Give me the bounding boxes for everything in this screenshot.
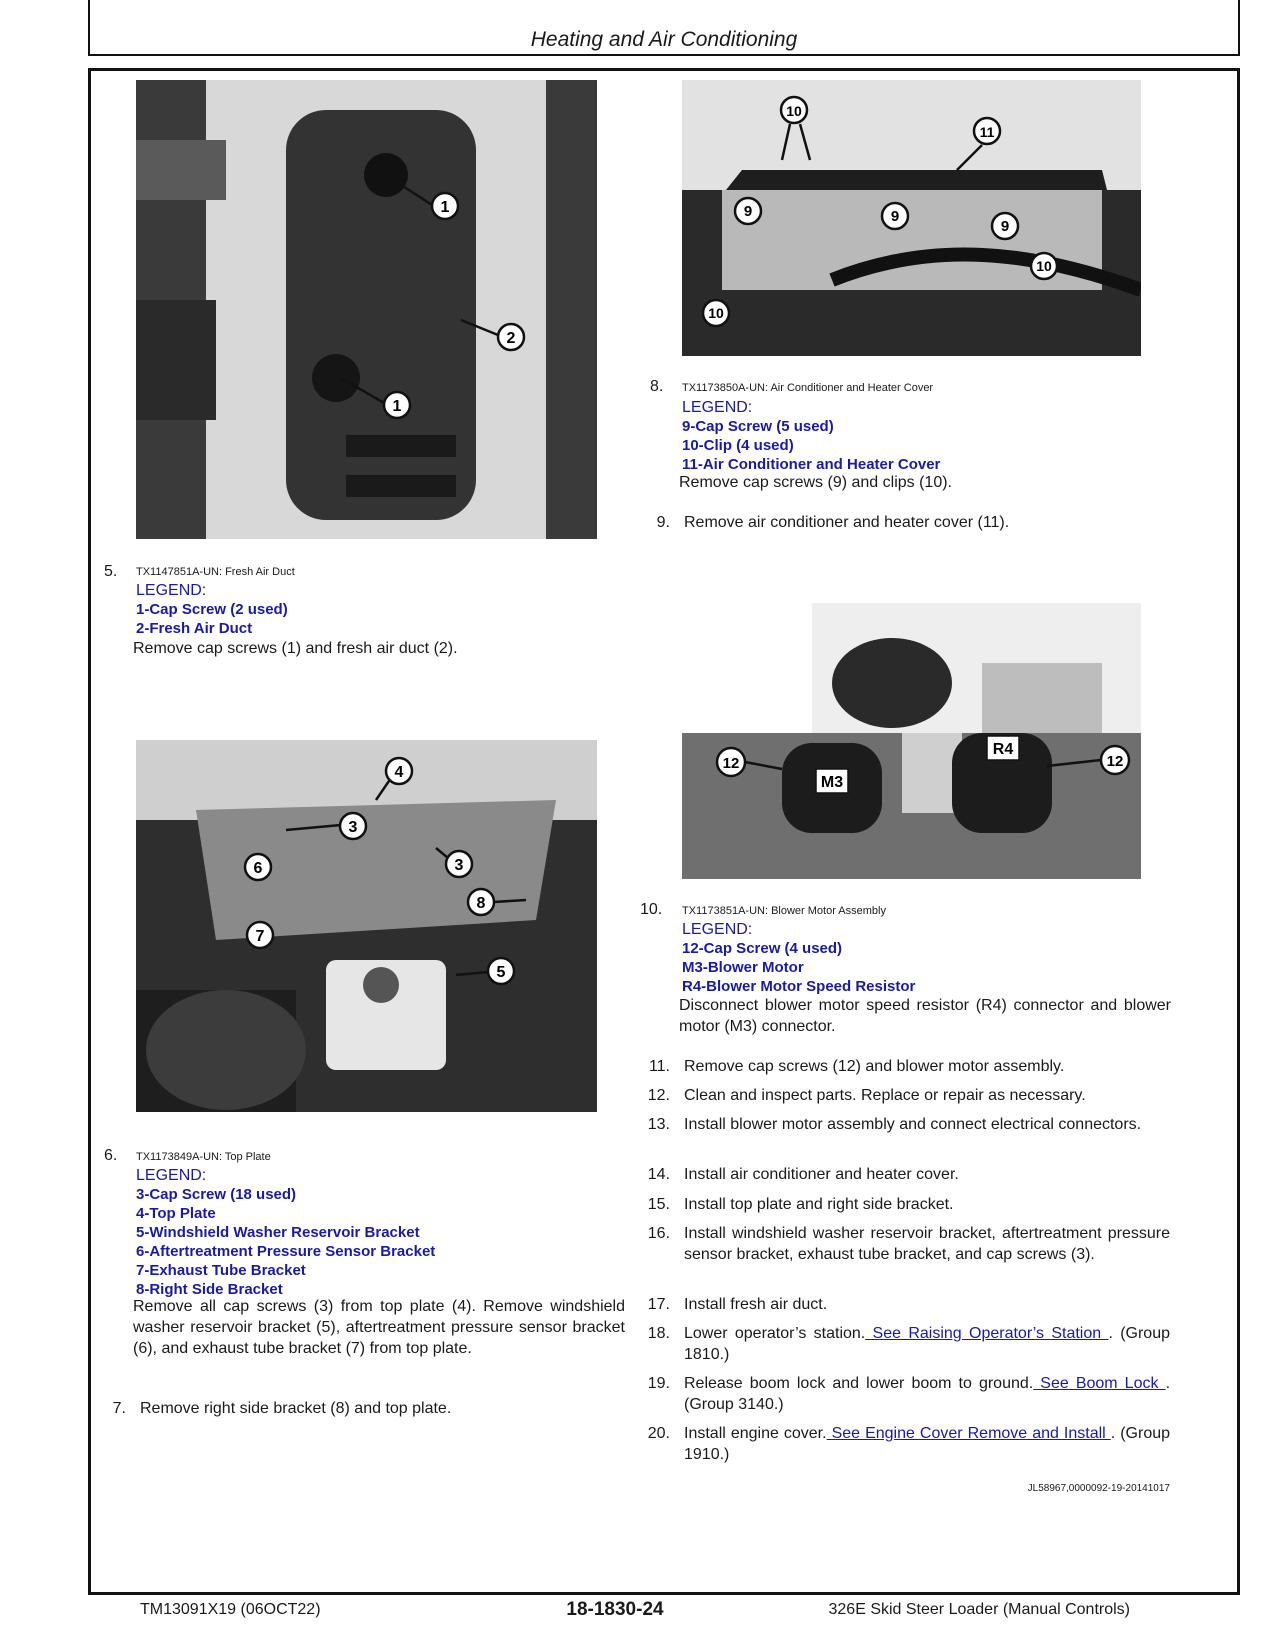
blower-motor-photo [682, 603, 1141, 879]
callout-r4: R4 [992, 741, 1014, 758]
step-text-post: . (Group 3140.) [684, 1375, 1171, 1413]
figure-10-caption: TX1173851A-UN: Blower Motor Assembly [682, 905, 886, 917]
step-18 [640, 1323, 1170, 1367]
callout-12b: 12 [1106, 753, 1124, 770]
figure-6-instruction: Remove all cap screws (3) from top plate (4). Remove windshield washer reservoir bracket (5), aftertreatment pressure sensor bracket (6), and exhaust tube bracket (7) from top plate. [133, 1298, 625, 1357]
legend-item: 12-Cap Screw (4 used) [682, 940, 843, 957]
step-13 [640, 1114, 1170, 1158]
step-9 [640, 512, 1170, 534]
see-raising-operators-station-link[interactable]: See Raising Operator’s Station [865, 1325, 1109, 1342]
callout-5: 5 [496, 964, 506, 981]
callout-9a: 9 [743, 203, 753, 220]
legend-item: 2-Fresh Air Duct [136, 620, 253, 637]
step-number: 17. [647, 1296, 670, 1313]
figure-10-legend [682, 920, 1162, 996]
figure-8-number: 8. [650, 378, 664, 395]
legend-item: 10-Clip (4 used) [682, 437, 794, 454]
figure-6-caption: TX1173849A-UN: Top Plate [136, 1151, 271, 1163]
legend-item: 5-Windshield Washer Reservoir Bracket [136, 1224, 420, 1241]
figure-8-caption: TX1173850A-UN: Air Conditioner and Heater Cover [682, 382, 934, 394]
legend-title: LEGEND: [136, 582, 207, 599]
step-number: 11. [648, 1058, 670, 1075]
step-12 [640, 1085, 1170, 1107]
see-engine-cover-remove-and-install-link[interactable]: See Engine Cover Remove and Install [826, 1425, 1111, 1442]
document-reference: JL58967,0000092-19-20141017 [1027, 1483, 1170, 1494]
footer-page-number: 18-1830-24 [566, 1599, 664, 1620]
step-number: 15. [647, 1196, 670, 1213]
step-number: 18. [647, 1325, 670, 1342]
callout-2: 2 [506, 330, 516, 347]
step-number: 13. [647, 1116, 670, 1133]
callout-9c: 9 [1000, 218, 1010, 235]
callout-12a: 12 [722, 755, 740, 772]
callout-3a: 3 [348, 819, 358, 836]
callout-7: 7 [255, 928, 265, 945]
step-text: Install fresh air duct. [684, 1296, 828, 1313]
figure-10-number: 10. [640, 901, 663, 918]
step-number: 9. [656, 514, 670, 531]
callout-1b: 1 [392, 398, 402, 415]
step-number: 7. [112, 1400, 126, 1417]
legend-item: 6-Aftertreatment Pressure Sensor Bracket [136, 1243, 436, 1260]
top-plate-photo [136, 740, 597, 1112]
step-text: Remove cap screws (12) and blower motor assembly. [684, 1058, 1065, 1075]
step-text: Install top plate and right side bracket. [684, 1196, 954, 1213]
step-text: Remove air conditioner and heater cover (11). [684, 514, 1010, 531]
step-text-post: . (Group 1910.) [684, 1425, 1171, 1463]
callout-m3: M3 [820, 774, 844, 791]
legend-item: 3-Cap Screw (18 used) [136, 1186, 297, 1203]
legend-item: 1-Cap Screw (2 used) [136, 601, 288, 618]
step-text: Install air conditioner and heater cover. [684, 1166, 959, 1183]
figure-6-legend [136, 1166, 616, 1299]
step-text-post: . (Group 1810.) [684, 1325, 1171, 1363]
step-text-pre: Release boom lock and lower boom to ground. [684, 1375, 1034, 1392]
callout-11: 11 [979, 124, 995, 140]
legend-item: 9-Cap Screw (5 used) [682, 418, 834, 435]
step-text: Install blower motor assembly and connect electrical connectors. [684, 1116, 1142, 1133]
step-text [684, 1323, 1170, 1365]
callout-4: 4 [394, 764, 404, 781]
figure-5-number: 5. [104, 563, 118, 580]
step-14 [640, 1164, 1170, 1186]
step-text [684, 1373, 1170, 1415]
figure-5-instruction: Remove cap screws (1) and fresh air duct (2). [133, 640, 458, 657]
step-7 [96, 1398, 626, 1420]
callout-9b: 9 [890, 208, 900, 225]
step-text: Remove right side bracket (8) and top plate. [140, 1400, 452, 1417]
footer-product: 326E Skid Steer Loader (Manual Controls) [828, 1601, 1130, 1618]
callout-1a: 1 [440, 199, 450, 216]
step-text-pre: Install engine cover. [684, 1425, 827, 1442]
legend-item: 4-Top Plate [136, 1205, 216, 1222]
step-number: 16. [647, 1225, 670, 1242]
legend-item: 8-Right Side Bracket [136, 1281, 283, 1298]
legend-item: 7-Exhaust Tube Bracket [136, 1262, 306, 1279]
footer-manual-id: TM13091X19 (06OCT22) [140, 1601, 321, 1618]
step-text: Install windshield washer reservoir bracket, aftertreatment pressure sensor bracket, exhaust tube bracket, and cap screws (3). [684, 1225, 1170, 1263]
step-number: 19. [647, 1375, 670, 1392]
step-17 [640, 1294, 1170, 1316]
cover-photo [682, 80, 1141, 356]
callout-10c: 10 [708, 305, 724, 321]
figure-8-legend [682, 398, 1162, 474]
step-text [684, 1423, 1170, 1465]
step-15 [640, 1194, 1170, 1216]
step-20 [640, 1423, 1170, 1467]
callout-8: 8 [476, 895, 486, 912]
step-11 [640, 1056, 1170, 1078]
figure-5-caption: TX1147851A-UN: Fresh Air Duct [136, 566, 295, 578]
callout-3b: 3 [454, 857, 464, 874]
step-number: 12. [647, 1087, 670, 1104]
figure-10-instruction: Disconnect blower motor speed resistor (R4) connector and blower motor (M3) connector. [679, 997, 1171, 1035]
step-text: Clean and inspect parts. Replace or repair as necessary. [684, 1087, 1086, 1104]
step-text-pre: Lower operator’s station. [684, 1325, 866, 1342]
step-19 [640, 1373, 1170, 1417]
legend-title: LEGEND: [136, 1167, 207, 1184]
page-title: Heating and Air Conditioning [530, 28, 798, 51]
step-number: 14. [647, 1166, 670, 1183]
legend-item: R4-Blower Motor Speed Resistor [682, 978, 916, 995]
fresh-air-duct-photo [136, 80, 597, 539]
step-number: 20. [647, 1425, 670, 1442]
callout-10a: 10 [786, 103, 802, 119]
see-boom-lock-link[interactable]: See Boom Lock [1033, 1375, 1166, 1392]
figure-5-legend [136, 581, 616, 638]
figure-8-instruction: Remove cap screws (9) and clips (10). [679, 474, 952, 491]
step-16 [640, 1223, 1170, 1289]
callout-10b: 10 [1036, 258, 1052, 274]
legend-item: 11-Air Conditioner and Heater Cover [682, 456, 941, 473]
legend-item: M3-Blower Motor [682, 959, 804, 976]
legend-title: LEGEND: [682, 399, 753, 416]
legend-title: LEGEND: [682, 921, 753, 938]
figure-6-number: 6. [104, 1147, 118, 1164]
callout-6: 6 [253, 860, 263, 877]
